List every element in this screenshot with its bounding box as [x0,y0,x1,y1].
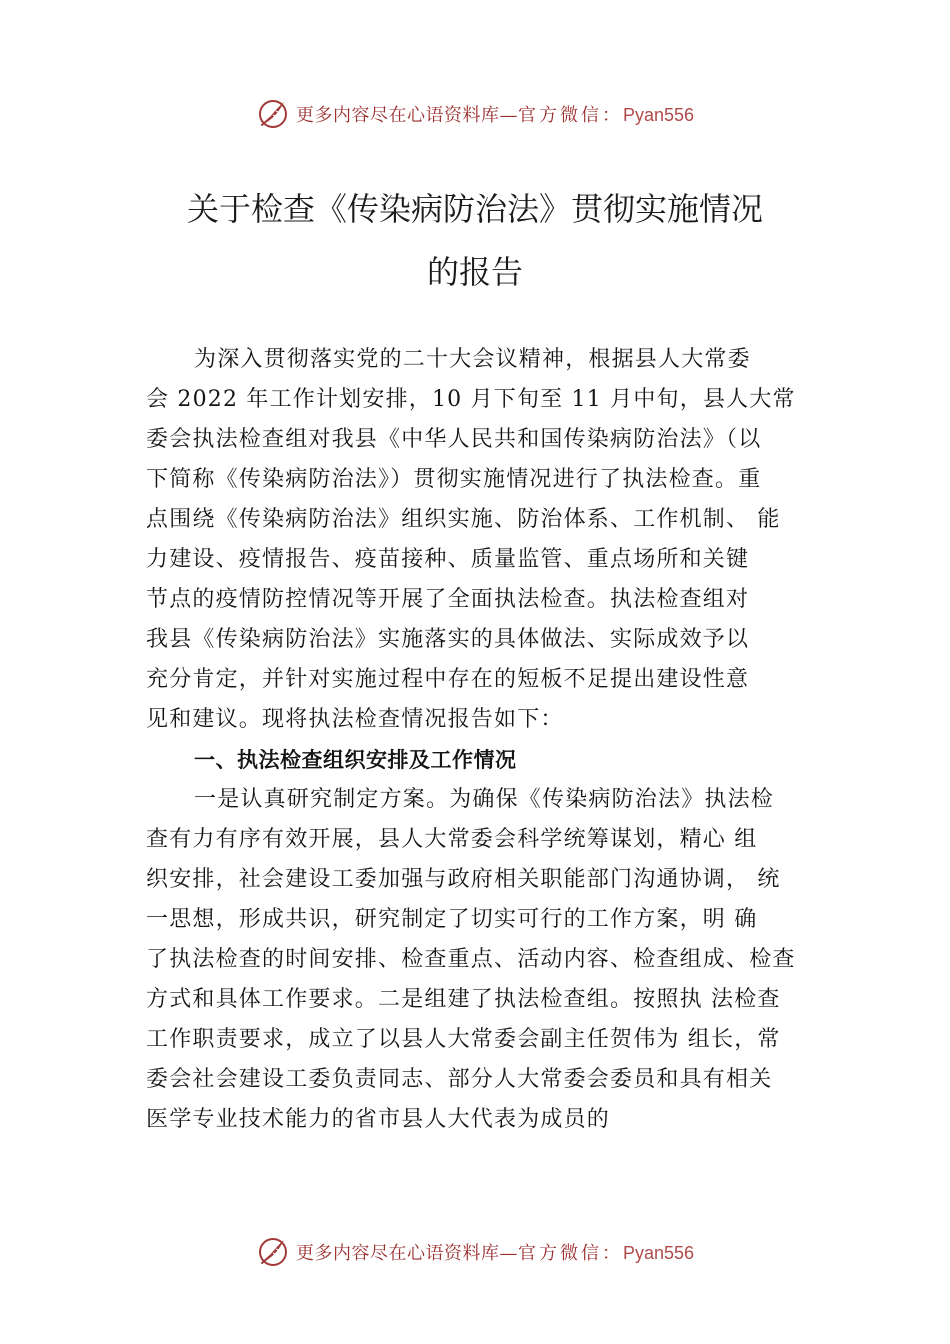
watermark-wechat-label: 官方微信： [517,105,623,126]
watermark-text [296,1239,694,1265]
feather-pen-circle-icon [256,1235,290,1269]
body-line: 委会社会建设工委负责同志、部分人大常委会委员和具有相关 [146,1067,773,1092]
body-line: 见和建议。现将执法检查情况报告如下： [146,707,564,732]
body-line: 我县《传染病防治法》实施落实的具体做法、实际成效予以 [146,627,750,652]
body-line: 会 2022 年工作计划安排，10 月下旬至 11 月中旬，县人大常 [146,387,796,412]
watermark-wechat-label: 官方微信： [517,1243,623,1264]
body-line: 织安排，社会建设工委加强与政府相关职能部门沟通协调， 统 [146,867,781,892]
watermark-text [296,101,694,127]
body-line: 委会执法检查组对我县《中华人民共和国传染病防治法》（以 [146,427,762,452]
body-line: 充分肯定，并针对实施过程中存在的短板不足提出建设性意 [146,667,750,692]
body-line: 方式和具体工作要求。二是组建了执法检查组。按照执 法检查 [146,987,781,1012]
body-line: 工作职责要求，成立了以县人大常委会副主任贺伟为 组长，常 [146,1027,781,1052]
watermark-main-text: 更多内容尽在心语资料库 [295,105,500,126]
document-title-line-2: 的报告 [426,253,523,291]
watermark-main-text: 更多内容尽在心语资料库 [295,1243,500,1264]
body-line: 医学专业技术能力的省市县人大代表为成员的 [146,1107,611,1132]
body-line: 力建设、疫情报告、疫苗接种、质量监管、重点场所和关键 [146,547,750,572]
body-line: 节点的疫情防控情况等开展了全面执法检查。执法检查组对 [146,587,750,612]
watermark-footer [0,1232,950,1272]
document-title-line-1: 关于检查《传染病防治法》贯彻实施情况 [186,190,763,228]
watermark-wechat-id: Pyan556 [622,105,695,125]
section-heading: 一、执法检查组织安排及工作情况 [194,748,517,772]
body-line: 了执法检查的时间安排、检查重点、活动内容、检查组成、检查 [146,947,796,972]
document-body [146,340,826,1140]
body-line: 下简称《传染病防治法》）贯彻实施情况进行了执法检查。重 [146,467,762,492]
body-line: 一是认真研究制定方案。为确保《传染病防治法》执法检 [194,787,775,812]
body-line: 查有力有序有效开展，县人大常委会科学统筹谋划，精心 组 [146,827,758,852]
body-line: 为深入贯彻落实党的二十大会议精神，根据县人大常委 [194,347,751,372]
watermark-header [0,94,950,134]
watermark-separator: — [499,1243,518,1264]
watermark-separator: — [499,105,518,126]
watermark-wechat-id: Pyan556 [622,1243,695,1263]
body-line: 一思想，形成共识，研究制定了切实可行的工作方案，明 确 [146,907,758,932]
body-line: 点围绕《传染病防治法》组织实施、防治体系、工作机制、 能 [146,507,781,532]
feather-pen-circle-icon [256,97,290,131]
